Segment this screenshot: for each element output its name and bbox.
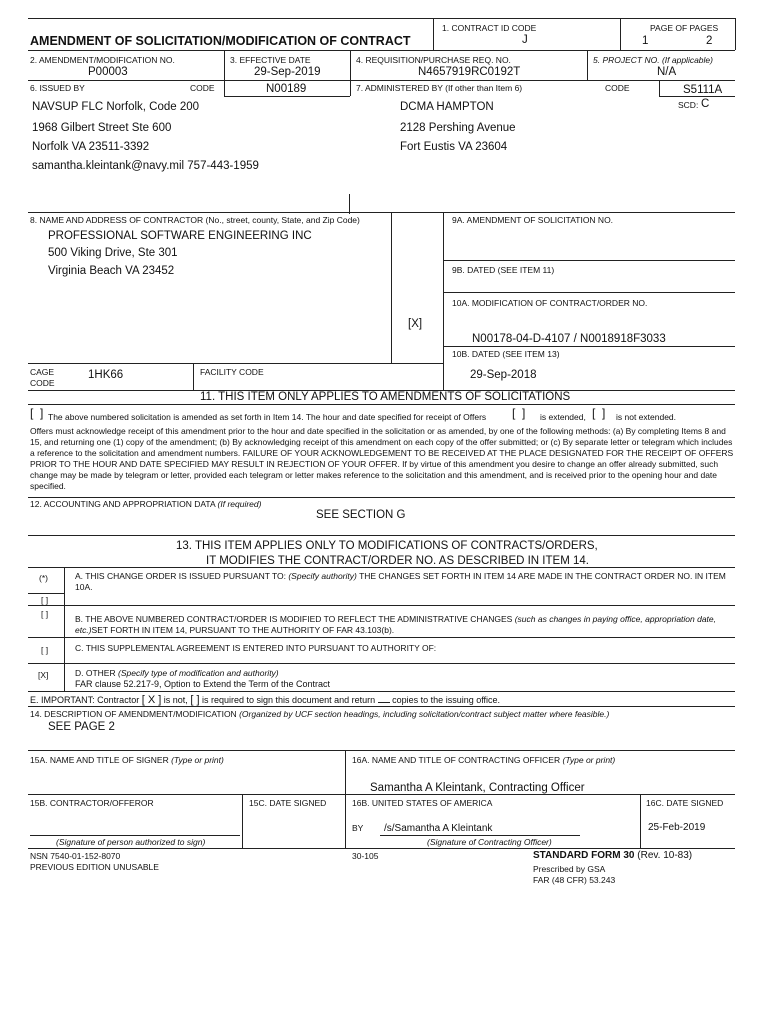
rule (640, 794, 641, 848)
rule (28, 363, 443, 364)
item15a-label (30, 755, 224, 765)
admin-by-label: 7. ADMINISTERED BY (If other than Item 6) (356, 83, 523, 93)
project-value: N/A (657, 66, 677, 78)
contract-id-value: J (522, 34, 528, 46)
item13a-checkbox[interactable]: [ ] (41, 595, 49, 605)
item16c-value: 25-Feb-2019 (648, 822, 706, 833)
rule (28, 663, 735, 664)
rule (28, 50, 735, 51)
contractor-line: Virginia Beach VA 23452 (48, 265, 175, 277)
admin-code-value: S5111A (683, 84, 723, 96)
item14-label (30, 709, 609, 719)
item9a-label: 9A. AMENDMENT OF SOLICITATION NO. (452, 215, 614, 225)
rule (224, 96, 350, 97)
issuer-line: NAVSUP FLC Norfolk, Code 200 (32, 101, 200, 113)
item13-heading: 13. THIS ITEM APPLIES ONLY TO MODIFICATIONS OF CONTRACTS/ORDERS, (176, 540, 598, 552)
rule (587, 50, 588, 80)
rule (620, 18, 621, 50)
rule (64, 567, 65, 691)
item16a-label-text: 16A. NAME AND TITLE OF CONTRACTING OFFICER (352, 755, 561, 765)
issued-by-label: 6. ISSUED BY (30, 83, 85, 93)
item9b-label: 9B. DATED (SEE ITEM 11) (452, 265, 555, 275)
rule (28, 794, 735, 795)
issued-code-label: CODE (190, 83, 215, 93)
item13a-rest: THE CHANGES SET FORTH IN ITEM 14 ARE MADE IN THE CONTRACT ORDER NO. IN ITEM 10A. (75, 571, 726, 592)
contract-id-label: 1. CONTRACT ID CODE (442, 23, 537, 33)
sig-person-caption: (Signature of person authorized to sign) (56, 837, 206, 847)
sf-rev: (Rev. 10-83) (637, 850, 693, 861)
sf-title-line (533, 850, 692, 861)
rule (28, 605, 735, 606)
extended-checkbox[interactable]: [ ] (512, 406, 526, 420)
by-label: BY (352, 823, 364, 833)
important-isnot: is not, (163, 695, 188, 705)
important-text: E. IMPORTANT: Contractor (30, 695, 140, 705)
sig-officer-caption: (Signature of Contracting Officer) (427, 837, 552, 847)
not-extended-checkbox[interactable]: [ ] (592, 406, 606, 420)
item11-heading: 11. THIS ITEM ONLY APPLIES TO AMENDMENTS OF SOLICITATIONS (200, 391, 571, 403)
form-title: AMENDMENT OF SOLICITATION/MODIFICATION OF CONTRACT (30, 34, 411, 48)
scd-label: SCD: (678, 100, 699, 110)
item12-value: SEE SECTION G (316, 509, 406, 521)
form-number: 30-105 (352, 851, 379, 861)
item11-checkbox[interactable]: [ ] (30, 406, 44, 420)
rule (391, 212, 392, 363)
far-ref: FAR (48 CFR) 53.243 (533, 875, 616, 885)
item11-paragraph: Offers must acknowledge receipt of this amendment prior to the hour and date specified in the solicitation or as amended, by one of the following methods: (a) By completing Items 8 and 15, and returning one (1) copy of the amendment; (b) By acknowledging receipt of this amendment on each copy of the offer submitted; or (c) By separate letter or telegram which includes a reference to the solicitation and amendment numbers. FAILURE OF YOUR ACKNOWLEDGEMENT TO BE RECEIVED AT THE PLACE DESIGNATED FOR THE RECEIPT OF OFFERS PRIOR TO THE HOUR AND DATE SPECIFIED MAY RESULT IN REJECTION OF YOUR OFFER. If by virtue of this amendment you desire to change an offer already submitted, such change may be made by telegram or letter, provided each telegram or letter makes reference to the solicitation and this amendment, and is received prior to the opening hour and date specified. (30, 426, 734, 491)
rule (443, 292, 735, 293)
item15a-italic: (Type or print) (171, 755, 224, 765)
rule (28, 212, 735, 213)
item13-heading: IT MODIFIES THE CONTRACT/ORDER NO. AS DESCRIBED IN ITEM 14. (206, 555, 589, 567)
item13a-main: A. THIS CHANGE ORDER IS ISSUED PURSUANT TO: (75, 571, 286, 581)
rule (659, 80, 660, 96)
item13a-text (75, 571, 737, 593)
req-no-label: 4. REQUISITION/PURCHASE REQ. NO. (356, 55, 511, 65)
rule (242, 794, 243, 848)
issued-code-value: N00189 (266, 83, 307, 95)
page-value: 1 (642, 35, 649, 47)
item13d-value: FAR clause 52.217-9, Option to Extend the Term of the Contract (75, 679, 330, 689)
item13a-italic: (Specify authority) (288, 571, 357, 581)
copies-blank[interactable] (378, 702, 390, 703)
rule (28, 567, 735, 568)
cage-label: CODE (30, 378, 55, 388)
item12-label (30, 499, 261, 509)
item13d-checkbox[interactable]: [X] (38, 670, 49, 680)
rule (28, 535, 735, 536)
item10b-value: 29-Sep-2018 (470, 369, 537, 381)
project-label: 5. PROJECT NO. (If applicable) (593, 55, 713, 65)
item15c-label: 15C. DATE SIGNED (249, 798, 327, 808)
item13c-text: C. THIS SUPPLEMENTAL AGREEMENT IS ENTERED INTO PURSUANT TO AUTHORITY OF: (75, 643, 437, 653)
contractor-signature-line[interactable] (30, 835, 240, 836)
item16c-label: 16C. DATE SIGNED (646, 798, 724, 808)
item13b-main: B. THE ABOVE NUMBERED CONTRACT/ORDER IS MODIFIED TO REFLECT THE ADMINISTRATIVE CHANGES (75, 614, 513, 624)
rule (443, 260, 735, 261)
item15a-label-text: 15A. NAME AND TITLE OF SIGNER (30, 755, 169, 765)
important-checkbox-x[interactable]: [ X ] (141, 694, 162, 706)
not-extended-text: is not extended. (616, 412, 677, 422)
item11-text: The above numbered solicitation is amended as set forth in Item 14. The hour and date specified for receipt of Offers (48, 412, 487, 422)
contractor-line: 500 Viking Drive, Ste 301 (48, 247, 178, 259)
item13d-text (75, 668, 279, 678)
item10-checkbox[interactable]: [X] (408, 318, 423, 330)
admin-line: DCMA HAMPTON (400, 101, 494, 113)
item13b-rest: SET FORTH IN ITEM 14, PURSUANT TO THE AUTHORITY OF FAR 43.103(b). (91, 625, 395, 635)
important-checkbox-empty[interactable]: [ ] (190, 694, 200, 706)
rule (28, 706, 735, 707)
item10a-value: N00178-04-D-4107 / N0018918F3033 (472, 333, 666, 345)
eff-date-label: 3. EFFECTIVE DATE (230, 55, 311, 65)
scd-value: C (701, 98, 710, 110)
admin-line: Fort Eustis VA 23604 (400, 141, 508, 153)
item13-star: (*) (39, 573, 48, 583)
issuer-line: Norfolk VA 23511-3392 (32, 141, 150, 153)
pages-value: 2 (706, 35, 713, 47)
item13d-main: D. OTHER (75, 668, 116, 678)
item13d-italic: (Specify type of modification and authority) (118, 668, 279, 678)
item14-value: SEE PAGE 2 (48, 721, 115, 733)
cage-label: CAGE (30, 367, 55, 377)
important-line (30, 694, 500, 706)
req-no-value: N4657919RC0192T (418, 66, 521, 78)
nsn: NSN 7540-01-152-8070 (30, 851, 121, 861)
rule (443, 346, 735, 347)
contractor-label: 8. NAME AND ADDRESS OF CONTRACTOR (No., street, county, State, and Zip Code) (30, 215, 360, 225)
rule (28, 637, 735, 638)
rule (224, 50, 225, 96)
contractor-line: PROFESSIONAL SOFTWARE ENGINEERING INC (48, 230, 312, 242)
item15b-label: 15B. CONTRACTOR/OFFEROR (30, 798, 154, 808)
item16b-label: 16B. UNITED STATES OF AMERICA (352, 798, 493, 808)
item13c-checkbox[interactable]: [ ] (41, 645, 49, 655)
item16a-value: Samantha A Kleintank, Contracting Officer (370, 782, 585, 794)
rule (443, 212, 444, 390)
prescribed: Prescribed by GSA (533, 864, 606, 874)
page-of-pages-label: PAGE OF PAGES (650, 23, 719, 33)
rule (350, 50, 351, 96)
item10b-label: 10B. DATED (SEE ITEM 13) (452, 349, 560, 359)
rule-bottom (28, 848, 735, 849)
important-required: is required to sign this document and return (202, 695, 376, 705)
extended-text: is extended, (540, 412, 586, 422)
amend-no-label: 2. AMENDMENT/MODIFICATION NO. (30, 55, 175, 65)
item16a-italic: (Type or print) (562, 755, 616, 765)
rule (28, 80, 735, 81)
item16b-signature: /s/Samantha A Kleintank (384, 823, 493, 834)
amend-no-value: P00003 (88, 66, 128, 78)
item12-label-italic: (If required) (217, 499, 262, 509)
item13b-checkbox[interactable]: [ ] (41, 609, 49, 619)
issuer-email[interactable]: samantha.kleintank@navy.mil 757-443-1959 (32, 160, 259, 172)
item10a-label: 10A. MODIFICATION OF CONTRACT/ORDER NO. (452, 298, 648, 308)
rule-top (28, 18, 735, 19)
prev-edition: PREVIOUS EDITION UNUSABLE (30, 862, 159, 872)
rule (28, 750, 735, 751)
officer-signature-line (380, 835, 580, 836)
rule (735, 18, 736, 50)
important-copies: copies to the issuing office. (392, 695, 501, 705)
admin-line: 2128 Pershing Avenue (400, 122, 516, 134)
item16a-label (352, 755, 615, 765)
facility-label: FACILITY CODE (200, 367, 264, 377)
sf-title: STANDARD FORM 30 (533, 850, 635, 861)
item12-label-text: 12. ACCOUNTING AND APPROPRIATION DATA (30, 499, 216, 509)
rule (349, 194, 350, 214)
rule (28, 593, 64, 594)
rule (433, 18, 434, 50)
rule (659, 96, 735, 97)
rule (345, 750, 346, 848)
rule (28, 691, 735, 692)
rule (193, 363, 194, 390)
item13b-italic: (such as changes in paying office, appropriation date, etc.) (75, 614, 717, 635)
admin-code-label: CODE (605, 83, 630, 93)
issuer-line: 1968 Gilbert Street Ste 600 (32, 122, 172, 134)
item13b-text (75, 614, 737, 636)
cage-value: 1HK66 (88, 369, 124, 381)
item14-label-italic: (Organized by UCF section headings, including solicitation/contract subject matter where feasible.) (239, 709, 610, 719)
eff-date-value: 29-Sep-2019 (254, 66, 321, 78)
rule (28, 497, 735, 498)
rule (28, 404, 735, 405)
item14-label-text: 14. DESCRIPTION OF AMENDMENT/MODIFICATION (30, 709, 237, 719)
